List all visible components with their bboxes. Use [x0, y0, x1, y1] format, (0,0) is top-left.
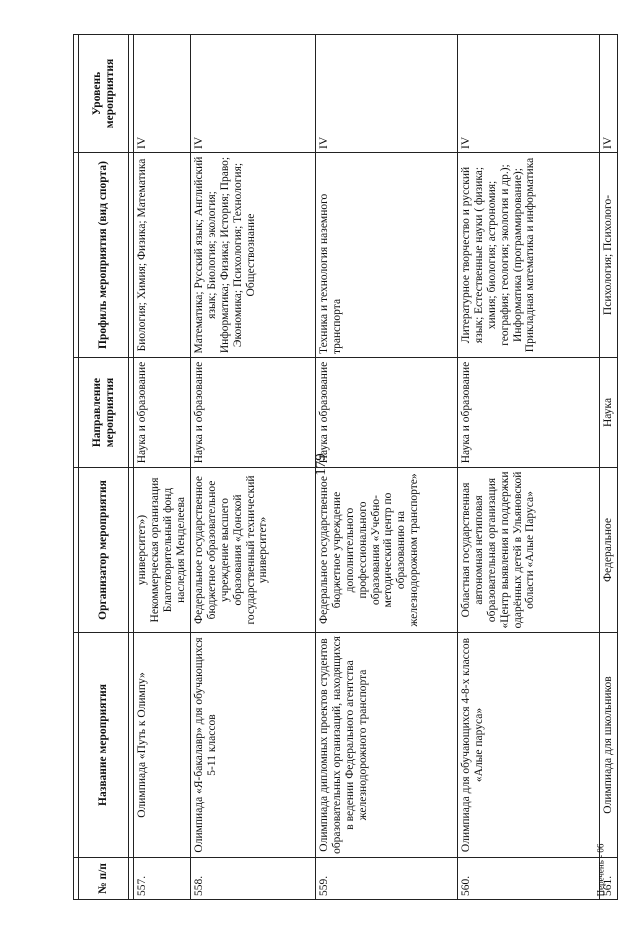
organizer-text: Некоммерческая организация Благотворительный фонд наследия Менделеева [148, 477, 187, 623]
event-profile: Техника и технология наземного транспорта [316, 153, 458, 358]
event-level: IV [600, 35, 618, 153]
header-direction: Направление мероприятия [79, 358, 129, 468]
table-row [191, 35, 316, 900]
event-organizer: Федеральное государственное бюджетное образовательное учреждение высшего образования «Донской государственный технический университет» [191, 468, 316, 633]
row-num: 558. [191, 858, 316, 900]
event-direction: Наука и образование [134, 358, 191, 468]
rotated-table-wrapper [73, 35, 614, 900]
header-num: № п/п [79, 858, 129, 900]
row-num: 561. [600, 858, 618, 900]
event-name: Олимпиада дипломных проектов студентов образовательных организаций, находящихся в ведении Федерального агентства железнодорожного транспорта [316, 633, 458, 858]
event-level: IV [191, 35, 316, 153]
row-num: 560. [458, 858, 600, 900]
row-num: 559. [316, 858, 458, 900]
event-level: IV [458, 35, 600, 153]
event-name: Олимпиада для школьников [600, 633, 618, 858]
table-row [458, 35, 600, 900]
event-level: IV [134, 35, 191, 153]
event-organizer: Областная государственная автономная нетиповая образовательная организация «Центр выявления и поддержки одарённых детей в Ульяновской области «Алые Паруса» [458, 468, 600, 633]
header-organizer: Организатор мероприятия [79, 468, 129, 633]
event-profile: Психология; Психолого- [600, 153, 618, 358]
row-num: 557. [134, 858, 191, 900]
table-row [600, 35, 618, 900]
footer-holder [595, 835, 618, 915]
event-organizer: Федеральное государственное бюджетное учреждение дополнительного профессионального образования «Учебно-методический центр по образованию на железнодорожном транспорте» [316, 468, 458, 633]
event-name: Олимпиада «Я-бакалавр» для обучающихся 5-11 классов [191, 633, 316, 858]
event-direction: Наука и образование [458, 358, 600, 468]
page-number: 179 [312, 453, 329, 476]
event-organizer [134, 468, 191, 633]
event-direction: Наука [600, 358, 618, 468]
event-organizer: Федеральное [600, 468, 618, 633]
event-profile: Математика; Русский язык; Английский язык; Биология; экология; Информатика; Физика; История; Право; Экономика; Психология; Технология; Обществознание [191, 153, 316, 358]
event-direction: Наука и образование [316, 358, 458, 468]
table-row [134, 35, 191, 900]
event-profile: Биология; Химия; Физика; Математика [134, 153, 191, 358]
header-name: Название мероприятия [79, 633, 129, 858]
table-header-row [79, 35, 129, 900]
event-name: Олимпиада для обучающихся 4-8-х классов «Алые паруса» [458, 633, 600, 858]
organizer-continuation: университет») [136, 514, 148, 586]
event-level: IV [316, 35, 458, 153]
event-profile: Литературное творчество и русский язык; Естественные науки ( физика; химия; биология; астрономия; география; геология; экология и др.); Информатика (программирование); Прикладная математика и информатика [458, 153, 600, 358]
event-direction: Наука и образование [191, 358, 316, 468]
table-row [316, 35, 458, 900]
footer-text: Перечень - 06 [595, 843, 606, 897]
header-profile: Профиль мероприятия (вид спорта) [79, 153, 129, 358]
event-name: Олимпиада «Путь к Олимпу» [134, 633, 191, 858]
events-table [73, 34, 618, 900]
header-level: Уровень мероприятия [79, 35, 129, 153]
